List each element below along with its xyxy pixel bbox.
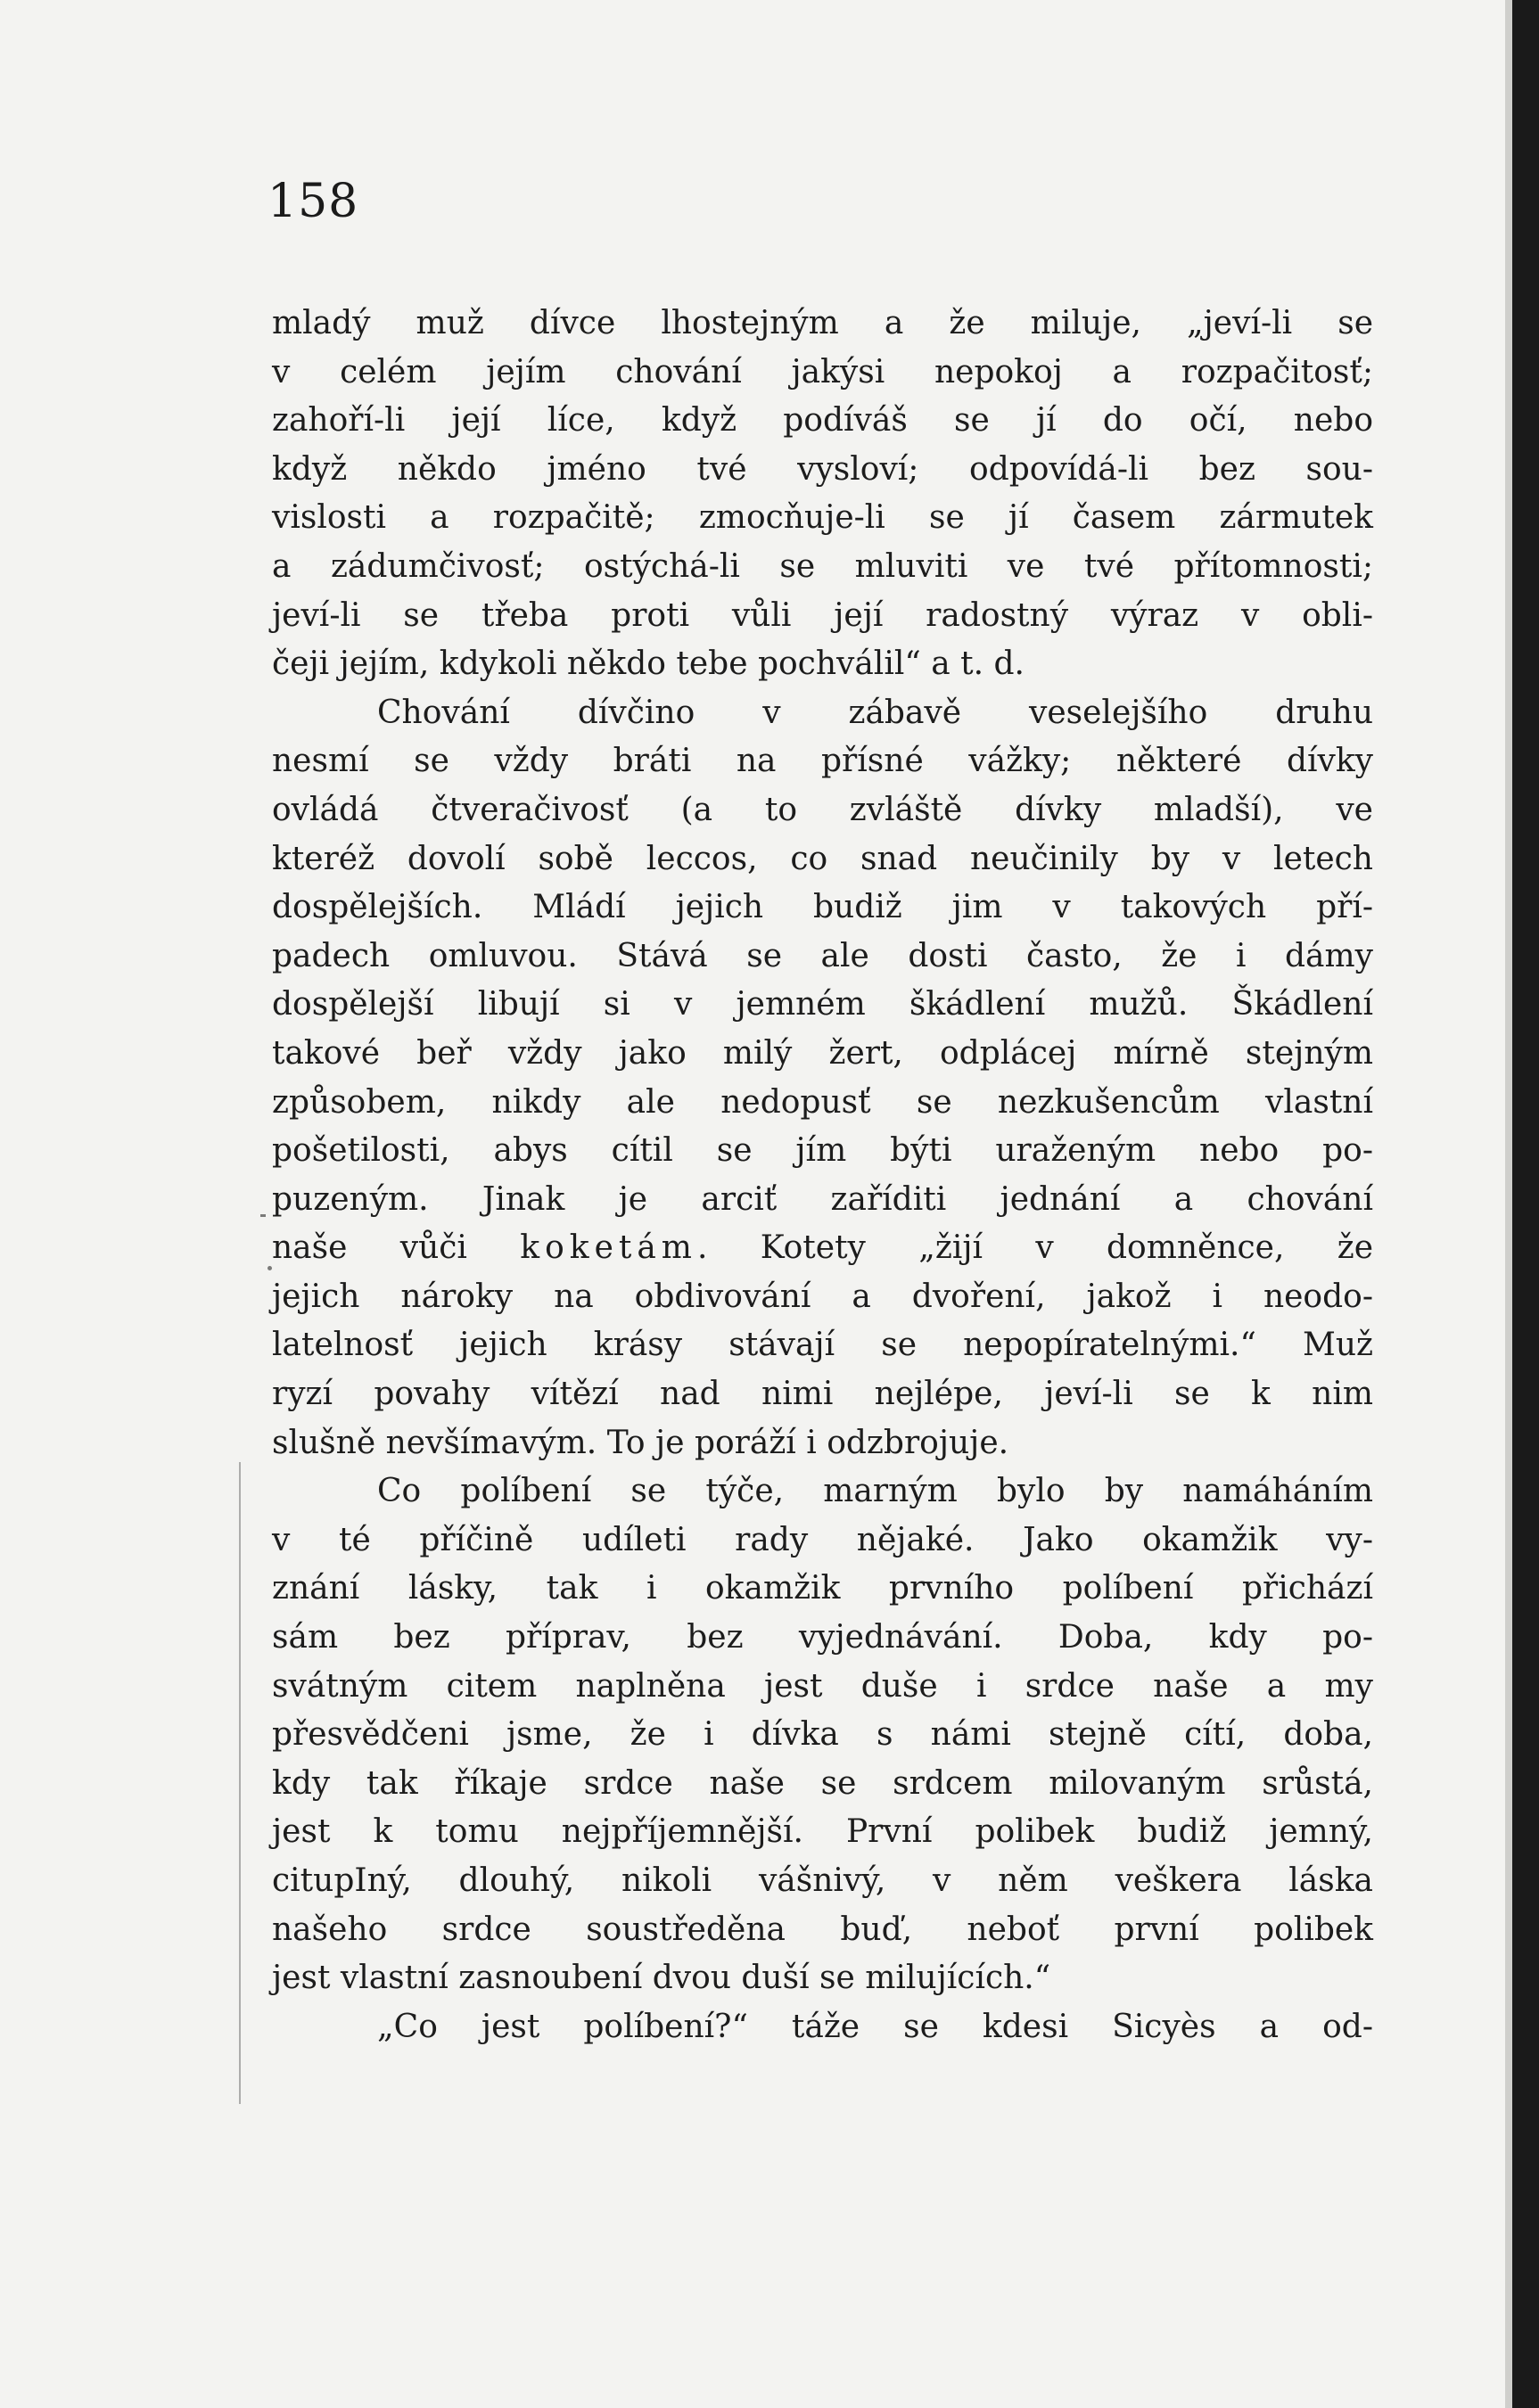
text-line: sám bez příprav, bez vyjednávání. Doba, kdy po- <box>272 1619 1373 1656</box>
page-edge-border <box>1512 0 1539 2408</box>
text-line: jeví-li se třeba proti vůli její radostný výraz v obli- <box>272 596 1373 634</box>
text-line: jejich nároky na obdivování a dvoření, jakož i neodo- <box>272 1278 1373 1315</box>
page-number: 158 <box>267 175 359 228</box>
text-line: puzeným. Jinak je arciť zaříditi jednání a chování <box>272 1180 1373 1218</box>
text-line: znání lásky, tak i okamžik prvního políbení přichází <box>272 1570 1373 1607</box>
text-line: dospělejší libují si v jemném škádlení mužů. Škádlení <box>272 986 1373 1023</box>
text-line: čeji jejím, kdykoli někdo tebe pochválil“ a t. d. <box>272 645 1025 683</box>
text-line: dospělejších. Mládí jejich budiž jim v takových pří- <box>272 889 1373 926</box>
text-line: ryzí povahy vítězí nad nimi nejlépe, jeví-li se k nim <box>272 1376 1373 1413</box>
text-line: našeho srdce soustředěna buď, neboť první polibek <box>272 1911 1373 1948</box>
text-line: když někdo jméno tvé vysloví; odpovídá-li bez sou- <box>272 450 1373 488</box>
page-edge-shadow <box>1505 0 1512 2408</box>
text-line: přesvědčeni jsme, že i dívka s námi stejně cítí, doba, <box>272 1716 1373 1754</box>
text-line: zahoří-li její líce, když podíváš se jí do očí, nebo <box>272 402 1373 440</box>
text-line: takové beř vždy jako milý žert, odplácej mírně stejným <box>272 1034 1373 1072</box>
text-line: slušně nevšímavým. To je poráží i odzbrojuje. <box>272 1424 1009 1461</box>
text-line: latelnosť jejich krásy stávají se nepopíratelnými.“ Muž <box>272 1327 1373 1364</box>
text-line: „Co jest políbení?“ táže se kdesi Sicyès a od- <box>377 2008 1373 2045</box>
text-line: citupIný, dlouhý, nikoli vášnivý, v něm veškera láska <box>272 1862 1373 1899</box>
text-line: v té příčině udíleti rady nějaké. Jako okamžik vy- <box>272 1521 1373 1558</box>
text-line: způsobem, nikdy ale nedopusť se nezkušencům vlastní <box>272 1083 1373 1121</box>
text-line: jest vlastní zasnoubení dvou duší se milujících.“ <box>272 1960 1051 1997</box>
margin-dot <box>260 1214 266 1217</box>
text-line: pošetilosti, abys cítil se jím býti uraženým nebo po- <box>272 1132 1373 1170</box>
text-line: kdy tak říkaje srdce naše se srdcem milovaným srůstá, <box>272 1764 1373 1802</box>
text-line: Chování dívčino v zábavě veselejšího druhu <box>377 694 1373 731</box>
margin-mark <box>239 1462 241 2104</box>
text-line: svátným citem naplněna jest duše i srdce naše a my <box>272 1667 1373 1705</box>
emphasized-word: koketám <box>520 1229 697 1267</box>
body-text <box>272 300 1373 2051</box>
text-fragment: naše vůči <box>272 1229 521 1267</box>
text-line: padech omluvou. Stává se ale dosti často, že i dámy <box>272 937 1373 974</box>
text-line: mladý muž dívce lhostejným a že miluje, „jeví-li se <box>272 305 1373 341</box>
text-fragment: . Kotety „žijí v domněnce, že <box>696 1229 1374 1267</box>
text-line: ovládá čtveračivosť (a to zvláště dívky mladší), ve <box>272 791 1373 828</box>
text-line-koketam <box>272 1224 1373 1273</box>
text-line: nesmí se vždy bráti na přísné vážky; některé dívky <box>272 743 1373 780</box>
text-line: v celém jejím chování jakýsi nepokoj a rozpačitosť; <box>272 353 1373 390</box>
text-line: kteréž dovolí sobě leccos, co snad neučinily by v letech <box>272 840 1373 877</box>
text-line: jest k tomu nejpříjemnější. První polibek budiž jemný, <box>272 1813 1373 1851</box>
text-line: Co políbení se týče, marným bylo by namáháním <box>377 1473 1373 1510</box>
text-line: a zádumčivosť; ostýchá-li se mluviti ve tvé přítomnosti; <box>272 547 1373 585</box>
text-line: vislosti a rozpačitě; zmocňuje-li se jí časem zármutek <box>272 499 1373 537</box>
